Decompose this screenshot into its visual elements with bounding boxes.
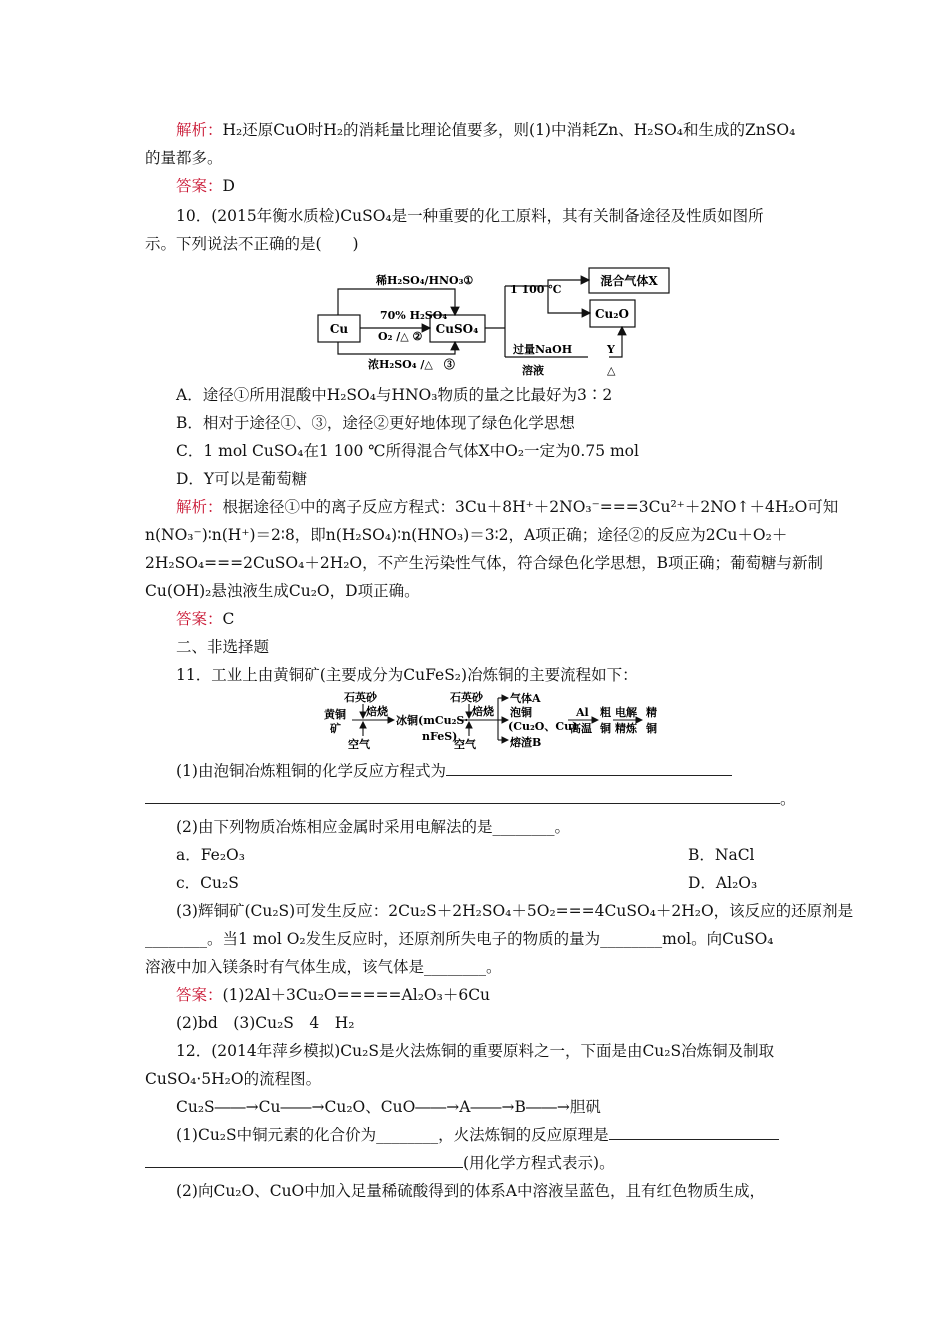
answer-blank[interactable]	[145, 1153, 463, 1168]
q9-analysis-line1: 解析：H₂还原CuO时H₂的消耗量比理论值要多，则(1)中消耗Zn、H₂SO₄和生成的ZnSO₄	[176, 121, 796, 139]
q11-part1-line2: 。	[145, 789, 810, 809]
cu-box-label: Cu	[329, 322, 349, 336]
electrolysis-label-1: 电解	[615, 706, 637, 719]
electrolysis-label-2: 精炼	[615, 722, 637, 735]
ore-label-1: 黄铜	[324, 708, 346, 721]
y-label: Y	[607, 343, 615, 356]
gas-a-label: 气体A	[510, 692, 541, 705]
air-label-1: 空气	[348, 738, 370, 751]
q9-analysis-line2: 的量都多。	[145, 149, 223, 167]
aluminum-label: Al	[576, 706, 589, 719]
matte-label-2: nFeS)	[422, 730, 458, 743]
q12-stem-line2: CuSO₄·5H₂O的流程图。	[145, 1070, 322, 1088]
quartz-sand-label-1: 石英砂	[344, 691, 377, 704]
q10-answer: 答案：C	[176, 610, 235, 628]
q10-option-d: D．Y可以是葡萄糖	[176, 470, 308, 488]
q12-part2: (2)向Cu₂O、CuO中加入足量稀硫酸得到的体系A中溶液呈蓝色，且有红色物质生成，	[176, 1182, 765, 1200]
q10-stem-line2: 示。下列说法不正确的是( )	[145, 235, 359, 253]
refined-copper-label-2: 铜	[646, 722, 657, 735]
answer-blank[interactable]	[145, 789, 780, 804]
matte-label-1: 冰铜(mCu₂S·	[396, 714, 469, 727]
route2-bottom-label: O₂ /△ ②	[378, 330, 423, 343]
q11-stem: 11．工业上由黄铜矿(主要成分为CuFeS₂)冶炼铜的主要流程如下：	[176, 666, 638, 684]
naoh-label: 过量NaOH	[513, 343, 573, 356]
solution-label: 溶液	[522, 364, 544, 377]
q10-option-c: C．1 mol CuSO₄在1 100 ℃所得混合气体X中O₂一定为0.75 mol	[176, 442, 639, 460]
answer-blank[interactable]	[446, 761, 732, 776]
roast-label-1: 焙烧	[366, 705, 388, 718]
q11-part2: (2)由下列物质冶炼相应金属时采用电解法的是________。	[176, 818, 570, 836]
crude-copper-label-1: 粗	[600, 706, 611, 719]
q11-answer-line1: 答案：(1)2Al＋3Cu₂O=====Al₂O₃＋6Cu	[176, 986, 491, 1004]
blister-copper-label-1: 泡铜	[510, 706, 532, 719]
refined-copper-label-1: 精	[646, 706, 657, 719]
q11-options-row2: c．Cu₂S D．Al₂O₃	[176, 874, 758, 892]
air-label-2: 空气	[454, 738, 476, 751]
roast-label-2: 焙烧	[472, 705, 494, 718]
heat-label: △	[607, 364, 616, 377]
q11-part3-line3: 溶液中加入镁条时有气体生成，该气体是________。	[145, 958, 502, 976]
q10-analysis-line3: 2H₂SO₄===2CuSO₄＋2H₂O，不产生污染性气体，符合绿色化学思想，B项正确；葡萄糖与新制	[145, 554, 824, 572]
crude-copper-label-2: 铜	[600, 722, 611, 735]
q11-options-row1: a．Fe₂O₃ B．NaCl	[176, 846, 755, 864]
analysis-label: 解析：	[176, 498, 223, 516]
analysis-label: 解析：	[176, 121, 223, 139]
answer-blank[interactable]	[609, 1125, 779, 1140]
q10-cuso4-diagram	[300, 262, 658, 380]
route1-label: 稀H₂SO₄/HNO₃①	[376, 274, 474, 287]
cuso4-box-label: CuSO₄	[435, 322, 479, 336]
q12-flow: Cu₂S――→Cu――→Cu₂O、CuO――→A――→B――→胆矾	[176, 1098, 601, 1116]
quartz-sand-label-2: 石英砂	[450, 691, 483, 704]
q10-stem-line1: 10．(2015年衡水质检)CuSO₄是一种重要的化工原料，其有关制备途径及性质如图所	[176, 207, 764, 225]
q10-analysis-line4: Cu(OH)₂悬浊液生成Cu₂O，D项正确。	[145, 582, 420, 600]
cu2o-box-label: Cu₂O	[595, 307, 629, 321]
q10-analysis-line2: n(NO₃⁻)∶n(H⁺)＝2∶8，即n(H₂SO₄)∶n(HNO₃)＝3∶2，A项正确；途径②的反应为2Cu＋O₂＋	[145, 526, 788, 544]
q9-answer: 答案：D	[176, 177, 235, 195]
blister-copper-label-2: (Cu₂O、Cu)	[508, 720, 578, 733]
gas-x-box-label: 混合气体X	[600, 274, 658, 288]
route3-label: 浓H₂SO₄ /△ ③	[368, 358, 455, 371]
temperature-label: 1 100 ℃	[510, 283, 562, 296]
q11-part3-line1: (3)辉铜矿(Cu₂S)可发生反应：2Cu₂S＋2H₂SO₄＋5O₂===4CuSO₄＋2H₂O，该反应的还原剂是	[176, 902, 854, 920]
answer-label: 答案：	[176, 177, 223, 195]
slag-b-label: 熔渣B	[510, 736, 542, 749]
q11-part1-line1: (1)由泡铜冶炼粗铜的化学反应方程式为	[176, 761, 841, 781]
q11-part3-line2: ________。当1 mol O₂发生反应时，还原剂所失电子的物质的量为________mol。向CuSO₄	[145, 930, 774, 948]
answer-label: 答案：	[176, 986, 223, 1004]
q10-option-b: B．相对于途径①、③，途径②更好地体现了绿色化学思想	[176, 414, 575, 432]
q12-part1-line2: (用化学方程式表示)。	[145, 1153, 810, 1173]
route2-top-label: 70% H₂SO₄	[380, 309, 448, 322]
q10-option-a: A．途径①所用混酸中H₂SO₄与HNO₃物质的量之比最好为3∶2	[176, 386, 613, 404]
section-heading: 二、非选择题	[176, 638, 270, 656]
high-temp-label: 高温	[570, 722, 592, 735]
ore-label-2: 矿	[330, 722, 341, 735]
answer-label: 答案：	[176, 610, 223, 628]
q11-flowchart	[322, 690, 672, 752]
q11-answer-line2: (2)bd (3)Cu₂S 4 H₂	[176, 1014, 355, 1032]
q12-stem-line1: 12．(2014年萍乡模拟)Cu₂S是火法炼铜的重要原料之一，下面是由Cu₂S冶炼铜及制取	[176, 1042, 775, 1060]
q12-part1-line1: (1)Cu₂S中铜元素的化合价为________，火法炼铜的反应原理是	[176, 1125, 841, 1145]
q10-analysis-line1: 解析：根据途径①中的离子反应方程式：3Cu＋8H⁺＋2NO₃⁻===3Cu²⁺＋2NO↑＋4H₂O可知	[176, 498, 839, 516]
